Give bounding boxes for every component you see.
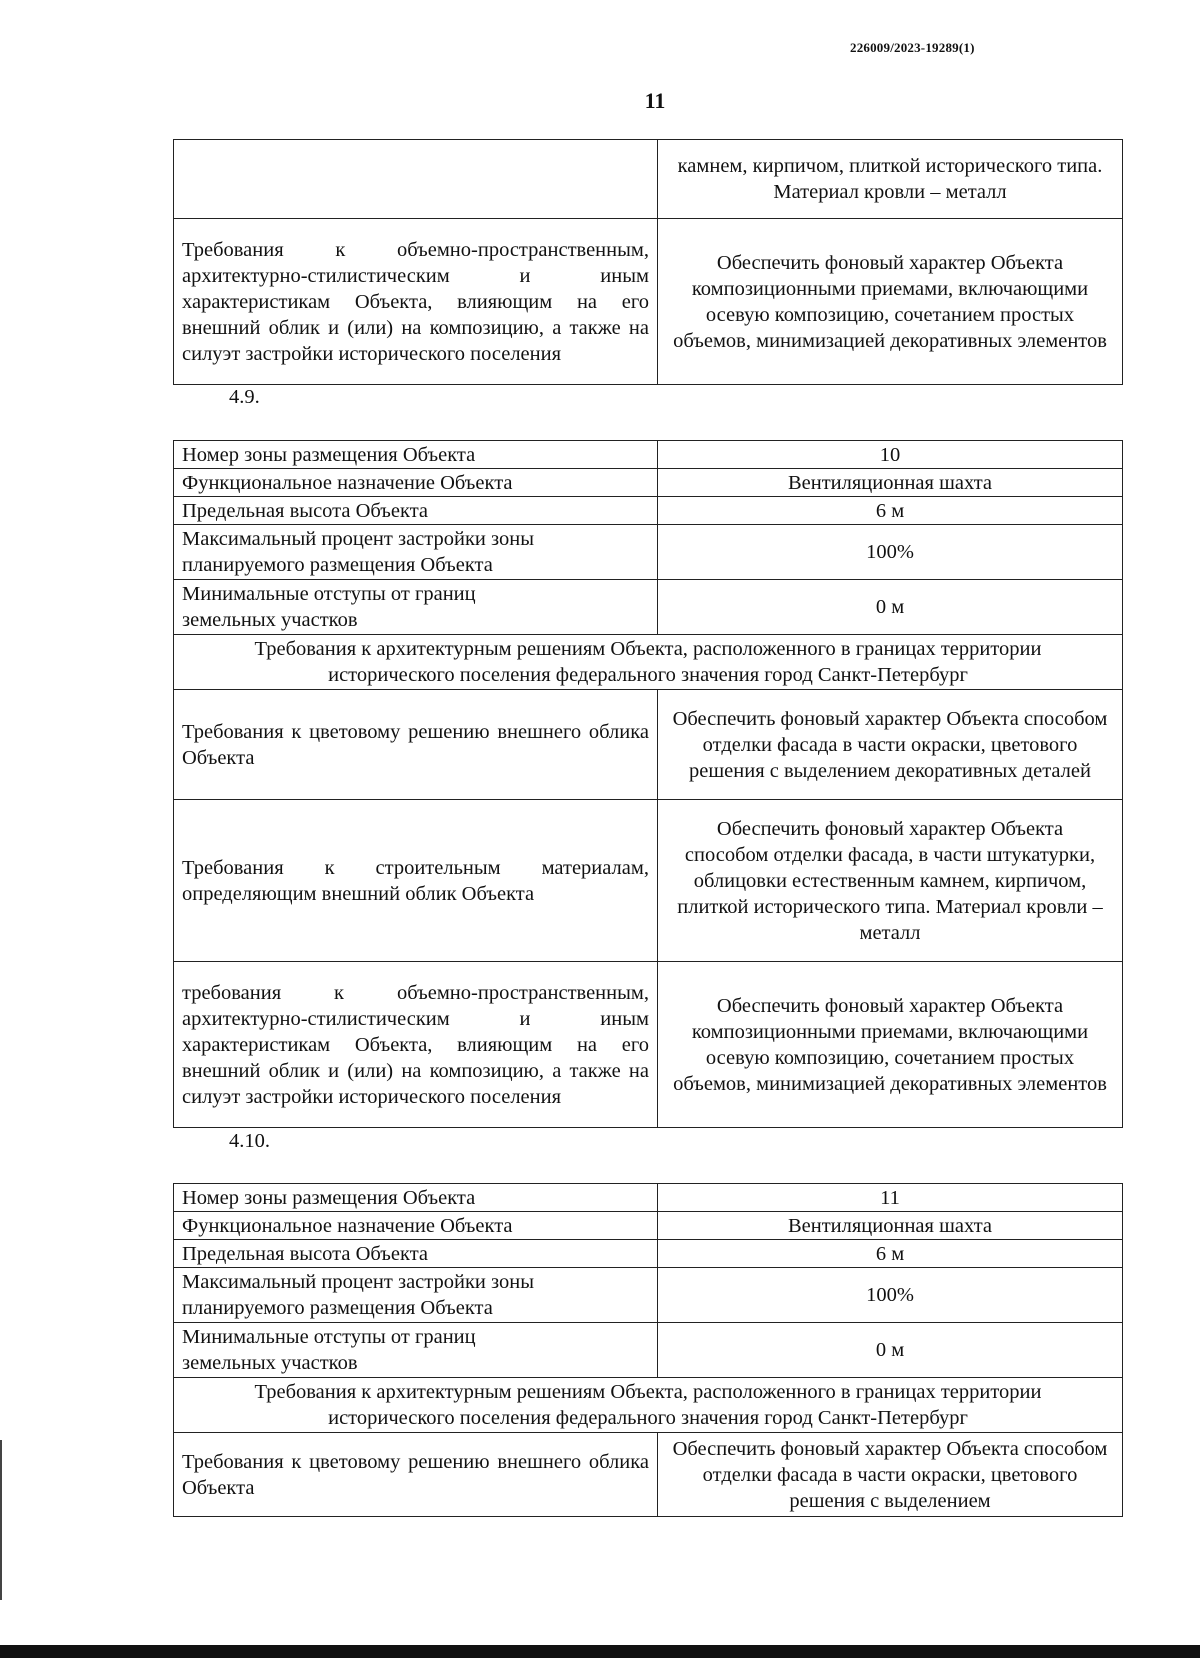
table-row (174, 441, 1123, 469)
table-cell: Обеспечить фоновый характер Объекта композиционными приемами, включающими осевую композицию, сочетанием простых объемов, минимизацией декоративных элементов (658, 962, 1123, 1128)
table-row (174, 497, 1123, 525)
table-row (174, 1212, 1123, 1240)
table-cell (174, 140, 658, 219)
table-span-cell: Требования к архитектурным решениям Объекта, расположенного в границах территории исторического поселения федерального значения город Санкт-Петербург (174, 635, 1123, 690)
table-cell: Минимальные отступы от границ земельных участков (174, 580, 658, 635)
table-cell: 6 м (658, 497, 1123, 525)
table-cell: Обеспечить фоновый характер Объекта способом отделки фасада в части окраски, цветового решения с выделением декоративных деталей (658, 690, 1123, 800)
section-label-4-9: 4.9. (229, 386, 260, 408)
table-row (174, 140, 1123, 219)
table-cell: Требования к объемно-пространственным, архитектурно-стилистическим и иным характеристикам Объекта, влияющим на его внешний облик и (или) на композицию, а также на силуэт застройки исторического поселения (174, 219, 658, 385)
requirements-table-continued (173, 139, 1123, 385)
table-cell: требования к объемно-пространственным, архитектурно-стилистическим и иным характеристикам Объекта, влияющим на его внешний облик и (или) на композицию, а также на силуэт застройки исторического поселения (174, 962, 658, 1128)
table-cell: 100% (658, 525, 1123, 580)
table-cell: 10 (658, 441, 1123, 469)
table-row (174, 525, 1123, 580)
table-row (174, 1268, 1123, 1323)
object-zone-11-table (173, 1183, 1123, 1517)
table-cell: Требования к цветовому решению внешнего облика Объекта (174, 1433, 658, 1517)
table-cell: Вентиляционная шахта (658, 469, 1123, 497)
table-cell: Обеспечить фоновый характер Объекта способом отделки фасада, в части штукатурки, облицовки естественным камнем, кирпичом, плиткой исторического типа. Материал кровли – металл (658, 800, 1123, 962)
table-cell: Максимальный процент застройки зоны планируемого размещения Объекта (174, 525, 658, 580)
table-row (174, 962, 1123, 1128)
table-row (174, 1378, 1123, 1433)
table-row (174, 469, 1123, 497)
table-cell: 0 м (658, 1323, 1123, 1378)
table-cell: Номер зоны размещения Объекта (174, 441, 658, 469)
section-label-4-10: 4.10. (229, 1130, 270, 1152)
table-row (174, 1184, 1123, 1212)
scan-edge-mark (0, 1440, 2, 1600)
table-cell: Минимальные отступы от границ земельных участков (174, 1323, 658, 1378)
page-number: 11 (644, 88, 666, 113)
table-cell: 0 м (658, 580, 1123, 635)
table-cell: Предельная высота Объекта (174, 1240, 658, 1268)
scan-bottom-bar (0, 1645, 1200, 1658)
table-cell: Функциональное назначение Объекта (174, 469, 658, 497)
table-cell: 100% (658, 1268, 1123, 1323)
table-row (174, 1433, 1123, 1517)
table-cell: Номер зоны размещения Объекта (174, 1184, 658, 1212)
document-id: 226009/2023-19289(1) (850, 40, 975, 55)
table-cell: Функциональное назначение Объекта (174, 1212, 658, 1240)
table-row (174, 635, 1123, 690)
table-cell: камнем, кирпичом, плиткой исторического типа. Материал кровли – металл (658, 140, 1123, 219)
table-row (174, 580, 1123, 635)
table-cell: 6 м (658, 1240, 1123, 1268)
table-cell: Требования к строительным материалам, определяющим внешний облик Объекта (174, 800, 658, 962)
table-cell: Обеспечить фоновый характер Объекта способом отделки фасада в части окраски, цветового решения с выделением (658, 1433, 1123, 1517)
table-row (174, 690, 1123, 800)
table-row (174, 1240, 1123, 1268)
table-row (174, 800, 1123, 962)
table-row (174, 219, 1123, 385)
table-cell: Требования к цветовому решению внешнего облика Объекта (174, 690, 658, 800)
table-cell: Обеспечить фоновый характер Объекта композиционными приемами, включающими осевую композицию, сочетанием простых объемов, минимизацией декоративных элементов (658, 219, 1123, 385)
table-cell: Предельная высота Объекта (174, 497, 658, 525)
table-span-cell: Требования к архитектурным решениям Объекта, расположенного в границах территории исторического поселения федерального значения город Санкт-Петербург (174, 1378, 1123, 1433)
table-row (174, 1323, 1123, 1378)
object-zone-10-table (173, 440, 1123, 1128)
table-cell: 11 (658, 1184, 1123, 1212)
table-cell: Вентиляционная шахта (658, 1212, 1123, 1240)
table-cell: Максимальный процент застройки зоны планируемого размещения Объекта (174, 1268, 658, 1323)
